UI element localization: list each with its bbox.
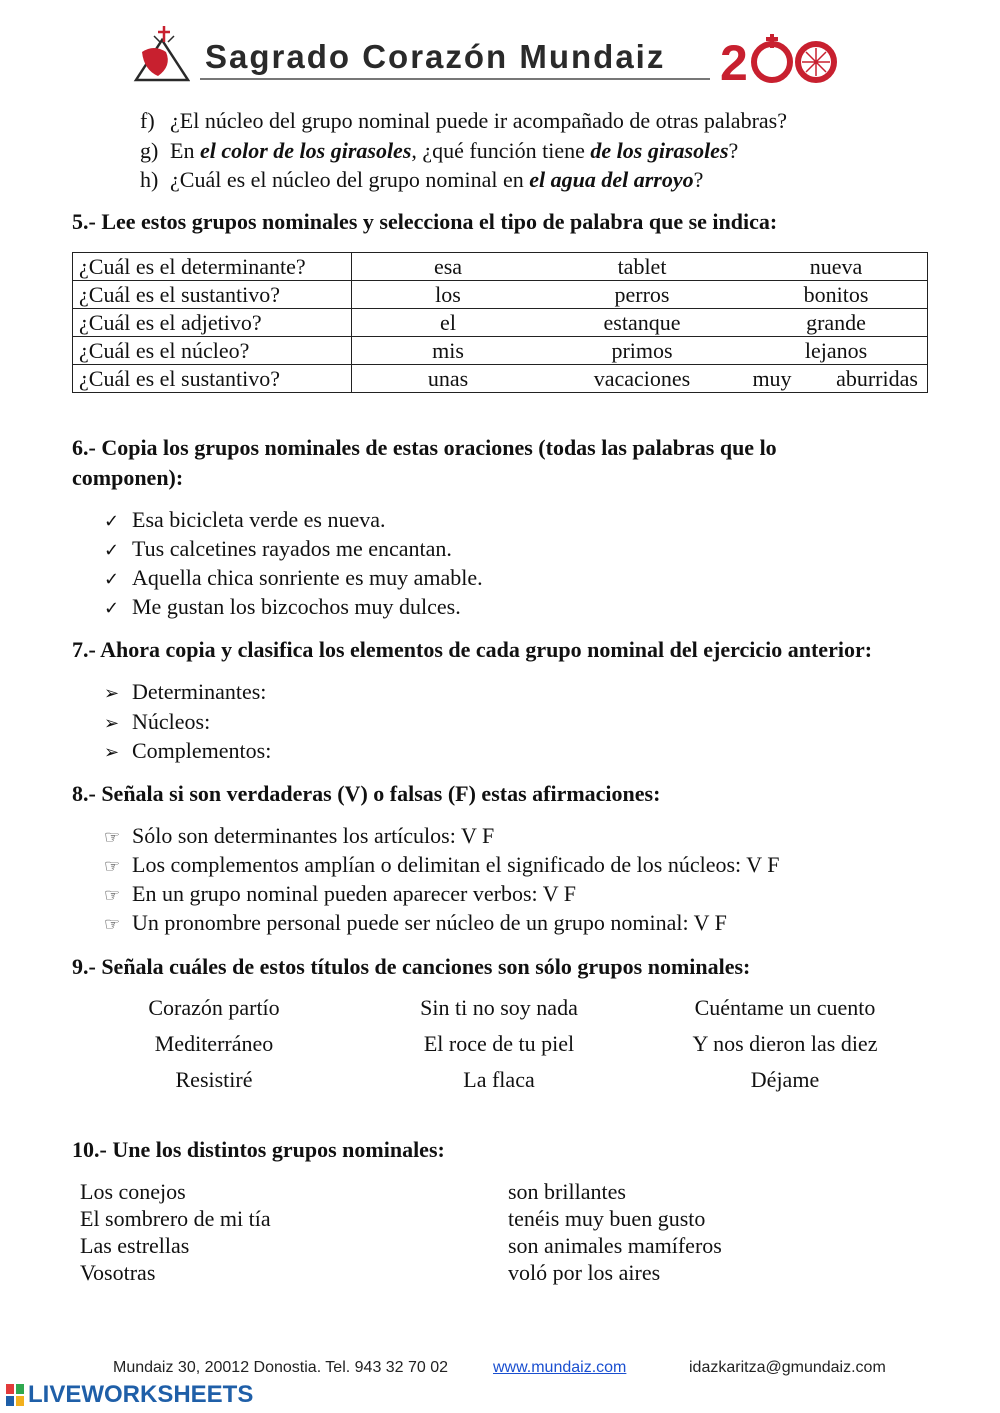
list-item-text: Determinantes: [132, 679, 267, 704]
song-title[interactable]: Déjame [750, 1067, 820, 1092]
list-item [104, 881, 576, 907]
table-row [73, 365, 928, 393]
table-row [73, 337, 928, 365]
arrow-bullet-icon: ➢ [104, 712, 120, 734]
word-option[interactable]: perros [614, 281, 670, 307]
checkmark-icon: ✓ [104, 569, 120, 590]
question-text: ? [693, 167, 704, 192]
list-item [104, 679, 266, 705]
song-title[interactable]: Mediterráneo [154, 1031, 274, 1056]
liveworksheets-text: LIVEWORKSHEETS [28, 1381, 254, 1408]
song-title[interactable]: La flaca [463, 1067, 535, 1092]
header-divider [200, 78, 710, 80]
table-row [73, 281, 928, 309]
row-question: ¿Cuál es el núcleo? [73, 337, 352, 365]
word-option[interactable]: lejanos [804, 337, 868, 363]
checkmark-icon: ✓ [104, 511, 120, 532]
word-option[interactable]: aburridas [836, 365, 918, 391]
table-row [73, 309, 928, 337]
question-label: g) [140, 138, 159, 163]
exercise-6-heading-line2: componen): [72, 465, 184, 490]
match-item[interactable]: son brillantes [508, 1179, 626, 1204]
song-title[interactable]: Resistiré [175, 1067, 253, 1092]
pointing-hand-icon: ☞ [104, 885, 121, 906]
list-item [104, 738, 271, 764]
word-option[interactable]: tablet [617, 253, 667, 279]
list-item-text: Complementos: [132, 738, 272, 763]
list-item [104, 910, 727, 936]
list-item-text: Núcleos: [132, 708, 211, 734]
question-label: f) [140, 108, 155, 133]
exercise-8-heading: 8.- Señala si son verdaderas (V) o falsas (F) estas afirmaciones: [72, 781, 661, 806]
question-label: h) [140, 167, 159, 192]
list-item-text: Me gustan los bizcochos muy dulces. [132, 594, 461, 619]
footer-email: idazkaritza@gmundaiz.com [689, 1359, 886, 1376]
exercise-5-heading: 5.- Lee estos grupos nominales y selecciona el tipo de palabra que se indica: [72, 209, 778, 234]
row-options [352, 337, 928, 365]
list-item [104, 565, 483, 591]
word-option[interactable]: nueva [809, 253, 863, 279]
anniversary-200-logo [720, 30, 842, 86]
word-option[interactable]: grande [806, 309, 866, 335]
row-options [352, 309, 928, 337]
pointing-hand-icon: ☞ [104, 914, 121, 935]
exercise-10-heading: 10.- Une los distintos grupos nominales: [72, 1137, 445, 1162]
row-options [352, 253, 928, 281]
word-option[interactable]: esa [433, 253, 463, 279]
options-group [352, 254, 927, 280]
word-option[interactable]: vacaciones [593, 365, 691, 391]
match-item[interactable]: Las estrellas [80, 1233, 190, 1258]
question-text: ¿Cuál es el núcleo del grupo nominal en [170, 167, 530, 192]
list-item-text: Sólo son determinantes los artículos: V F [132, 823, 495, 848]
word-option[interactable]: el [440, 309, 456, 335]
row-options [352, 281, 928, 309]
match-item[interactable]: El sombrero de mi tía [80, 1206, 271, 1231]
row-question: ¿Cuál es el adjetivo? [73, 309, 352, 337]
song-title[interactable]: Corazón partío [148, 995, 280, 1020]
options-group [352, 366, 927, 392]
checkmark-icon: ✓ [104, 540, 120, 561]
liveworksheets-watermark [6, 1381, 253, 1409]
song-title[interactable]: Cuéntame un cuento [694, 995, 876, 1020]
word-option[interactable]: primos [611, 337, 673, 363]
row-question: ¿Cuál es el sustantivo? [73, 365, 352, 393]
svg-text:2: 2 [720, 35, 748, 86]
list-item [104, 852, 779, 878]
table-row [73, 253, 928, 281]
question-text: , ¿qué función tiene [411, 138, 591, 163]
list-item-text: Tus calcetines rayados me encantan. [132, 536, 452, 561]
question-text: el agua del arroyo [529, 167, 694, 192]
question-text: ? [728, 138, 739, 163]
options-group [352, 338, 927, 364]
list-item-text: Aquella chica sonriente es muy amable. [132, 565, 483, 590]
list-item-text: Esa bicicleta verde es nueva. [132, 507, 386, 532]
word-option[interactable]: los [435, 281, 461, 307]
question-text: En [170, 138, 200, 163]
pointing-hand-icon: ☞ [104, 856, 121, 877]
options-group [352, 282, 927, 308]
list-item [104, 823, 494, 849]
row-options [352, 365, 928, 393]
question-text: el color de los girasoles [199, 138, 412, 163]
list-item [104, 709, 210, 735]
row-question: ¿Cuál es el sustantivo? [73, 281, 352, 309]
word-option[interactable]: mis [432, 337, 464, 363]
liveworksheets-logo-icon [6, 1384, 24, 1406]
word-option[interactable]: estanque [603, 309, 681, 335]
list-item [104, 594, 461, 620]
song-title[interactable]: Y nos dieron las diez [692, 1031, 878, 1056]
match-item[interactable]: voló por los aires [508, 1260, 661, 1285]
footer-website-link[interactable]: www.mundaiz.com [493, 1359, 627, 1376]
list-item [104, 507, 385, 533]
match-item[interactable]: tenéis muy buen gusto [508, 1206, 706, 1231]
word-type-table [72, 252, 928, 393]
match-item[interactable]: Los conejos [80, 1179, 186, 1204]
question-line [140, 167, 703, 193]
song-title[interactable]: Sin ti no soy nada [420, 995, 578, 1020]
word-option[interactable]: unas [427, 365, 469, 391]
footer-address: Mundaiz 30, 20012 Donostia. Tel. 943 32 70 02 [113, 1359, 449, 1376]
question-text: de los girasoles [590, 138, 729, 163]
song-title[interactable]: El roce de tu piel [423, 1031, 575, 1056]
arrow-bullet-icon: ➢ [104, 683, 120, 704]
school-logo-icon [132, 22, 190, 82]
list-item-text: Un pronombre personal puede ser núcleo de un grupo nominal: V F [132, 910, 727, 935]
question-line [140, 138, 738, 164]
question-line [140, 108, 787, 134]
question-text: ¿El núcleo del grupo nominal puede ir acompañado de otras palabras? [170, 108, 787, 133]
arrow-bullet-icon: ➢ [104, 742, 120, 763]
list-item-text: Los complementos amplían o delimitan el significado de los núcleos: V F [132, 852, 780, 877]
match-item[interactable]: Vosotras [80, 1260, 156, 1285]
row-question: ¿Cuál es el determinante? [73, 253, 352, 281]
pointing-hand-icon: ☞ [104, 827, 121, 848]
list-item-text: En un grupo nominal pueden aparecer verbos: V F [132, 881, 576, 906]
list-item [104, 536, 452, 562]
exercise-9-heading: 9.- Señala cuáles de estos títulos de canciones son sólo grupos nominales: [72, 954, 751, 979]
exercise-7-heading: 7.- Ahora copia y clasifica los elementos de cada grupo nominal del ejercicio anterior: [72, 637, 873, 662]
checkmark-icon: ✓ [104, 598, 120, 619]
options-group [352, 310, 927, 336]
word-option[interactable]: muy [752, 365, 792, 391]
match-item[interactable]: son animales mamíferos [508, 1233, 722, 1258]
word-option[interactable]: bonitos [803, 281, 869, 307]
exercise-6-heading-line1: 6.- Copia los grupos nominales de estas oraciones (todas las palabras que lo [72, 435, 777, 460]
school-name: Sagrado Corazón Mundaiz [205, 38, 666, 75]
